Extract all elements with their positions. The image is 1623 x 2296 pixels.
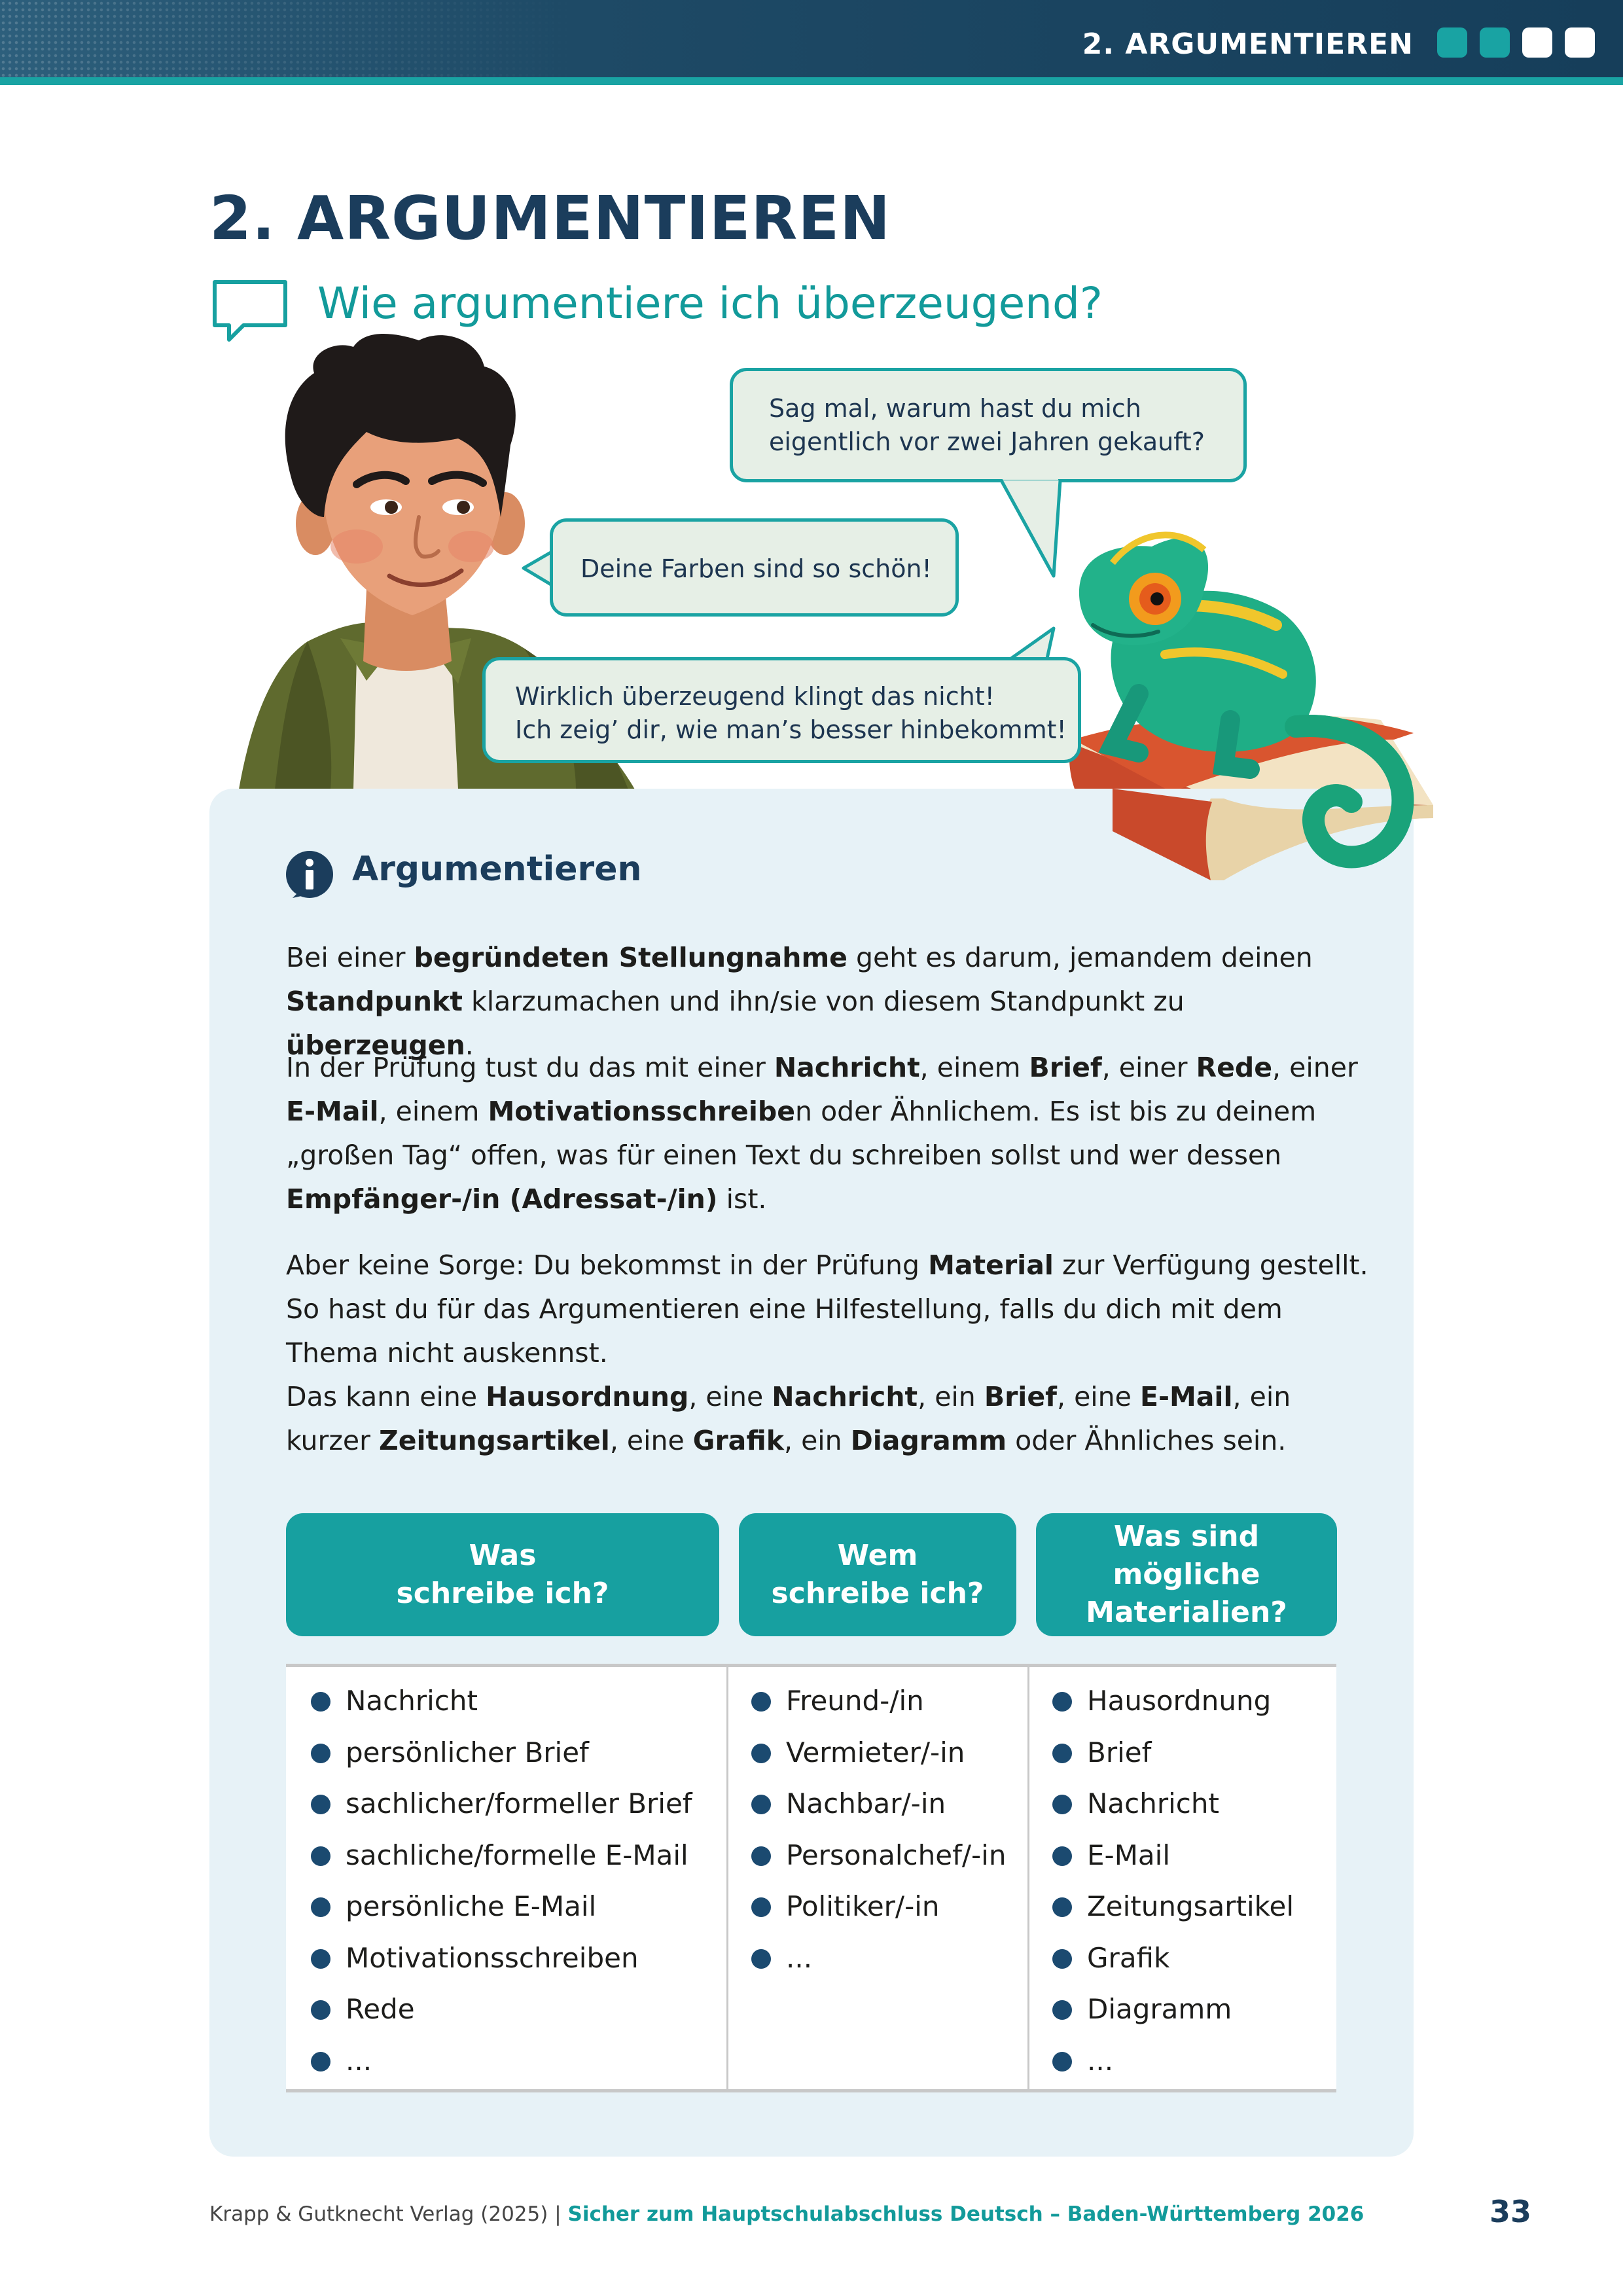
text: In der Prüfung tust du das mit einer: [286, 1052, 774, 1083]
table-header-materials: [1036, 1513, 1337, 1636]
text: , ein: [784, 1425, 851, 1456]
header-line: Was sind mögliche: [1113, 1520, 1260, 1591]
info-icon: [285, 850, 334, 899]
text: Aber keine Sorge: Du bekommst in der Prüfung: [286, 1249, 929, 1281]
list-item: [748, 1886, 1006, 1938]
bold-text: Nachricht: [772, 1381, 918, 1412]
header-section-label: 2. ARGUMENTIEREN: [1082, 27, 1414, 61]
text: klarzumachen und ihn/sie von diesem Standpunkt zu: [462, 986, 1185, 1017]
text: zur Verfügung gestellt. So hast du für das Argumentieren eine Hilfestellung, falls du dich mit dem Thema nicht auskennst.: [286, 1249, 1368, 1369]
list-item: [308, 2041, 692, 2092]
bullet-icon: [751, 1897, 771, 1917]
text: , ein kurzer: [286, 1381, 1291, 1456]
list-item: [1049, 1784, 1294, 1835]
list-item: [308, 1835, 692, 1887]
list-item: [1049, 1835, 1294, 1887]
list-item-text: Personalchef/-in: [786, 1839, 1007, 1871]
book-overlap: [0, 0, 1472, 890]
bullet-icon: [311, 1744, 330, 1763]
list-item: [748, 1784, 1006, 1835]
header-line: schreibe ich?: [771, 1577, 984, 1610]
bold-text: Motivationsschreibe: [488, 1096, 796, 1127]
list-item: [1049, 1886, 1294, 1938]
list-item-text: Nachricht: [346, 1685, 478, 1717]
paragraph-3: [286, 1244, 1372, 1375]
text: , eine: [688, 1381, 772, 1412]
bullet-icon: [1052, 1949, 1072, 1969]
header-line: Wem: [837, 1539, 918, 1572]
table-header-whom: [739, 1513, 1016, 1636]
list-item: [1049, 1732, 1294, 1784]
bullet-icon: [1052, 1846, 1072, 1866]
text: geht es darum, jemandem deinen: [847, 942, 1313, 973]
bold-text: überzeugen: [286, 1030, 465, 1061]
header-line: Materialien?: [1086, 1596, 1287, 1629]
list-item: [1049, 1989, 1294, 2041]
bullet-icon: [751, 1692, 771, 1712]
bold-text: Zeitungsartikel: [378, 1425, 610, 1456]
list-item: [308, 1732, 692, 1784]
text: , einem: [378, 1096, 488, 1127]
list-item-text: persönliche E-Mail: [346, 1890, 597, 1922]
bullet-icon: [751, 1846, 771, 1866]
list-item: [1049, 1938, 1294, 1990]
list-materials: [1049, 1681, 1294, 2092]
text: , einer: [1101, 1052, 1196, 1083]
list-item: [1049, 1681, 1294, 1732]
text: n oder Ähnlichem. Es ist bis zu deinem „großen Tag“ offen, was für einen Text du schreiben sollst und wer dessen: [286, 1096, 1317, 1171]
text: , einem: [919, 1052, 1029, 1083]
progress-square-3: [1522, 27, 1552, 58]
list-item: [308, 1989, 692, 2041]
header-line: Was: [469, 1539, 537, 1572]
list-item-text: Nachbar/-in: [786, 1787, 946, 1820]
bullet-icon: [751, 1795, 771, 1814]
column-divider: [1027, 1664, 1029, 2092]
bullet-icon: [751, 1744, 771, 1763]
page-number: 33: [1489, 2194, 1531, 2229]
list-item: [748, 1938, 1006, 1990]
list-item-text: Zeitungsartikel: [1087, 1890, 1294, 1922]
bullet-icon: [1052, 1897, 1072, 1917]
text: , ein: [918, 1381, 984, 1412]
list-item: [308, 1784, 692, 1835]
text: Bei einer: [286, 942, 414, 973]
bullet-icon: [311, 1692, 330, 1712]
table-header-what: [286, 1513, 719, 1636]
list-item-text: ...: [346, 2044, 372, 2077]
list-item-text: E-Mail: [1087, 1839, 1171, 1871]
bullet-icon: [751, 1949, 771, 1969]
list-item-text: persönlicher Brief: [346, 1736, 589, 1768]
list-item-text: Vermieter/-in: [786, 1736, 965, 1768]
list-item-text: ...: [786, 1941, 813, 1974]
list-item-text: sachlicher/formeller Brief: [346, 1787, 692, 1820]
bubble-3-line-2: Ich zeig’ dir, wie man’s besser hinbekommt!: [515, 715, 1067, 745]
bubble-1-line-1: Sag mal, warum hast du mich: [769, 394, 1141, 423]
list-item: [308, 1938, 692, 1990]
text: , eine: [609, 1425, 693, 1456]
bullet-icon: [1052, 1795, 1072, 1814]
list-item-text: Brief: [1087, 1736, 1152, 1768]
bold-text: Diagramm: [850, 1425, 1007, 1456]
list-item-text: Nachricht: [1087, 1787, 1219, 1820]
list-item-text: Politiker/-in: [786, 1890, 940, 1922]
bold-text: Brief: [984, 1381, 1057, 1412]
header-line: schreibe ich?: [396, 1577, 609, 1610]
footer-book-title: Sicher zum Hauptschulabschluss Deutsch – Baden-Württemberg 2026: [567, 2202, 1364, 2226]
bullet-icon: [311, 2000, 330, 2020]
bold-text: Grafik: [692, 1425, 784, 1456]
list-item: [748, 1681, 1006, 1732]
bullet-icon: [311, 1795, 330, 1814]
paragraph-4: [286, 1375, 1372, 1463]
footer-separator: |: [548, 2202, 568, 2226]
info-heading: Argumentieren: [352, 850, 642, 889]
list-text-types: [308, 1681, 692, 2092]
progress-square-2: [1480, 27, 1510, 58]
list-item: [308, 1681, 692, 1732]
footer: [209, 2202, 1364, 2226]
bold-text: Material: [928, 1249, 1054, 1281]
bubble-3-line-1: Wirklich überzeugend klingt das nicht!: [515, 682, 995, 711]
bold-text: Empfänger-/in (Adressat-/in): [286, 1183, 718, 1215]
page-subtitle: Wie argumentiere ich überzeugend?: [317, 278, 1103, 329]
bubble-2-text: Deine Farben sind so schön!: [580, 554, 932, 583]
bullet-icon: [1052, 1744, 1072, 1763]
list-item: [308, 1886, 692, 1938]
list-item-text: sachliche/formelle E-Mail: [346, 1839, 688, 1871]
list-item-text: Grafik: [1087, 1941, 1170, 1974]
text: , eine: [1057, 1381, 1140, 1412]
text: ist.: [717, 1183, 767, 1215]
bold-text: Standpunkt: [286, 986, 463, 1017]
bold-text: Hausordnung: [486, 1381, 689, 1412]
footer-publisher: Krapp & Gutknecht Verlag (2025): [209, 2202, 548, 2226]
bubble-1-line-2: eigentlich vor zwei Jahren gekauft?: [769, 427, 1205, 457]
list-item: [748, 1835, 1006, 1887]
progress-square-4: [1565, 27, 1595, 58]
list-item: [1049, 2041, 1294, 2092]
text: Das kann eine: [286, 1381, 486, 1412]
bullet-icon: [311, 1949, 330, 1969]
list-item-text: Hausordnung: [1087, 1685, 1272, 1717]
bullet-icon: [311, 1846, 330, 1866]
column-divider: [726, 1664, 728, 2092]
list-item-text: Freund-/in: [786, 1685, 924, 1717]
bullet-icon: [1052, 2000, 1072, 2020]
text: , einer: [1272, 1052, 1358, 1083]
bullet-icon: [1052, 2052, 1072, 2072]
bold-text: begründeten Stellungnahme: [414, 942, 847, 973]
list-item-text: Rede: [346, 1993, 415, 2025]
text: oder Ähnliches sein.: [1007, 1425, 1287, 1456]
list-item-text: Motivationsschreiben: [346, 1941, 639, 1974]
bold-text: Rede: [1196, 1052, 1273, 1083]
text: .: [465, 1030, 474, 1061]
bullet-icon: [311, 1897, 330, 1917]
paragraph-2: [286, 1046, 1372, 1221]
bullet-icon: [311, 2052, 330, 2072]
bold-text: Brief: [1029, 1052, 1102, 1083]
bold-text: E-Mail: [286, 1096, 379, 1127]
bold-text: E-Mail: [1139, 1381, 1233, 1412]
list-item-text: ...: [1087, 2044, 1114, 2077]
bullet-icon: [1052, 1692, 1072, 1712]
bold-text: Nachricht: [774, 1052, 920, 1083]
list-item-text: Diagramm: [1087, 1993, 1232, 2025]
page-title: 2. ARGUMENTIEREN: [209, 183, 891, 253]
list-recipients: [748, 1681, 1006, 1989]
list-item: [748, 1732, 1006, 1784]
